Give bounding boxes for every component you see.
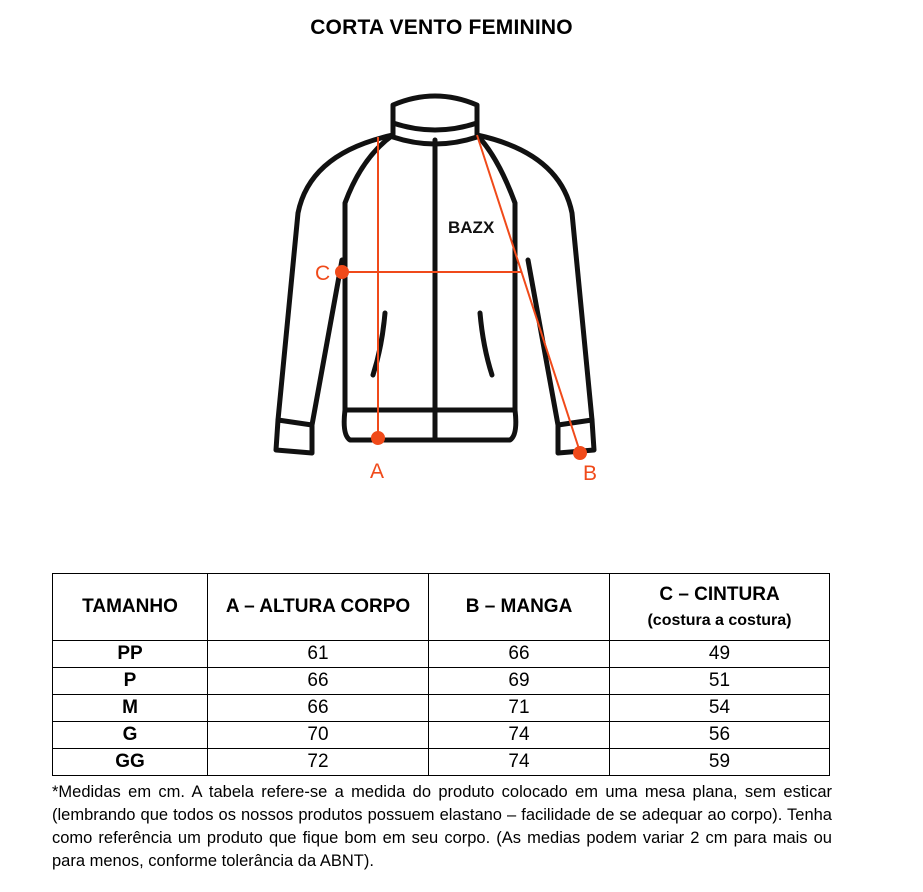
label-c: C	[315, 262, 331, 285]
table-header-row	[53, 574, 830, 641]
header-waist-sub: (costura a costura)	[647, 612, 792, 629]
cell-size: GG	[53, 749, 208, 776]
table-row	[53, 668, 830, 695]
table-row	[53, 749, 830, 776]
table-row	[53, 695, 830, 722]
brand-logo: BAZX	[448, 218, 495, 237]
cell-size: G	[53, 722, 208, 749]
cell-waist: 56	[610, 722, 830, 749]
label-b: B	[583, 462, 598, 485]
cell-waist: 54	[610, 695, 830, 722]
cell-body-length: 72	[208, 749, 429, 776]
cell-body-length: 66	[208, 695, 429, 722]
measurement-note: *Medidas em cm. A tabela refere-se a medida do produto colocado em uma mesa plana, sem esticar (lembrando que todos os nossos produtos possuem elastano – facilidade de se adequar ao corpo). Tenha como referência um produto que fique bom em seu corpo. (As medias podem variar 2 cm para mais ou para menos, conforme tolerância da ABNT).	[52, 783, 832, 870]
size-table	[52, 573, 830, 776]
collar-fold	[393, 123, 477, 130]
cell-sleeve: 66	[429, 641, 610, 668]
right-pocket	[480, 313, 492, 375]
cell-sleeve: 71	[429, 695, 610, 722]
left-sleeve	[278, 135, 393, 425]
header-sleeve: B – MANGA	[429, 574, 610, 641]
header-waist-label: C – CINTURA	[659, 584, 780, 605]
cell-waist: 49	[610, 641, 830, 668]
cell-sleeve: 74	[429, 749, 610, 776]
cell-waist: 59	[610, 749, 830, 776]
header-size: TAMANHO	[53, 574, 208, 641]
jacket-illustration	[250, 85, 630, 495]
right-sleeve	[477, 135, 592, 425]
table-row	[53, 722, 830, 749]
cell-body-length: 66	[208, 668, 429, 695]
header-waist	[610, 574, 830, 641]
measure-line-b	[477, 135, 580, 452]
cell-size: PP	[53, 641, 208, 668]
table-row	[53, 641, 830, 668]
header-body-length: A – ALTURA CORPO	[208, 574, 429, 641]
cell-body-length: 70	[208, 722, 429, 749]
cell-waist: 51	[610, 668, 830, 695]
collar-outline	[393, 96, 477, 144]
marker-c	[336, 266, 348, 278]
marker-b	[574, 447, 586, 459]
label-a: A	[370, 460, 385, 483]
page-title: CORTA VENTO FEMININO	[310, 16, 573, 39]
marker-a	[372, 432, 384, 444]
cell-body-length: 61	[208, 641, 429, 668]
cell-size: P	[53, 668, 208, 695]
cell-size: M	[53, 695, 208, 722]
cell-sleeve: 69	[429, 668, 610, 695]
cell-sleeve: 74	[429, 722, 610, 749]
waistband	[344, 410, 516, 440]
